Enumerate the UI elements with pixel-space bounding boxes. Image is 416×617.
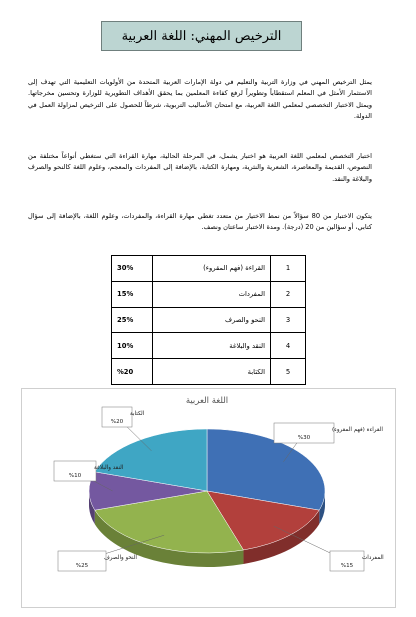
row-number: 4 (271, 333, 306, 359)
slice-percent: %30 (297, 435, 311, 441)
slice-percent: %15 (340, 563, 354, 569)
content-paragraph: اختبار التخصص لمعلمي اللغة العربية هو اختبار يشمل، في المرحلة الحالية، مهارة القراءة التي ستغطي أنواعاً مختلفة من النصوص، القديمة والمعاصرة، الشعرية والنثرية، ومهارة الكتابة، بالإضافة إلى المفردات والمعجم، وعلوم اللغة كالنحو والصرف والبلاغة والنقد. (28, 152, 372, 183)
row-number: 3 (271, 307, 306, 333)
row-label: القراءة (فهم المقروء) (153, 256, 271, 282)
pie-chart-frame (21, 388, 396, 608)
slice-label: النقد والبلاغة (94, 465, 124, 471)
slice-percent: %10 (68, 473, 82, 479)
table-row (112, 333, 306, 359)
slice-label: النحو والصرف (104, 555, 137, 561)
chart-title: اللغة العربية (185, 396, 229, 406)
row-label: النحو والصرف (153, 307, 271, 333)
table-row (112, 281, 306, 307)
row-percent: %20 (112, 359, 153, 385)
slice-label: القراءة (فهم المقروء) (332, 427, 383, 433)
page-title-box (101, 21, 302, 51)
table-row (112, 307, 306, 333)
row-label: الكتابة (153, 359, 271, 385)
pie-chart (22, 389, 397, 609)
row-percent: 25% (112, 307, 153, 333)
weights-table (111, 255, 306, 385)
table-row (112, 359, 306, 385)
row-number: 1 (271, 256, 306, 282)
row-label: المفردات (153, 281, 271, 307)
slice-percent: %25 (75, 563, 89, 569)
row-number: 5 (271, 359, 306, 385)
format-paragraph: يتكون الاختبار من 80 سؤالاً من نمط الاختيار من متعدد تغطي مهارة القراءة، والمفردات، وعلوم اللغة، بالإضافة إلى سؤال كتابي، أو سؤالين من 20 (درجة). ومدة الاختبار ساعتان ونصف. (28, 212, 372, 232)
slice-percent: %20 (110, 419, 124, 425)
row-percent: 15% (112, 281, 153, 307)
table-row (112, 256, 306, 282)
slice-label: الكتابة (130, 411, 145, 417)
page-title: الترخيص المهني: اللغة العربية (121, 28, 282, 44)
row-number: 2 (271, 281, 306, 307)
slice-label: المفردات (362, 555, 384, 561)
intro-paragraph: يمثل الترخيص المهني في وزارة التربية والتعليم في دولة الإمارات العربية المتحدة من الأولويات التعليمية التي تهدف إلى الاستثمار الأمثل في المعلم استقطاباً وتطويراً لرفع كفاءة المعلمين بما يحقق الأهداف التطويرية للوزارة وتحسين مخرجاتها. ويمثل الاختبار التخصصي لمعلمي اللغة العربية، مع امتحان الأساليب التربوية، شرطاً للحصول على الترخيص لمزاولة العمل في الدولة. (28, 78, 372, 121)
row-percent: 30% (112, 256, 153, 282)
row-percent: 10% (112, 333, 153, 359)
row-label: النقد والبلاغة (153, 333, 271, 359)
